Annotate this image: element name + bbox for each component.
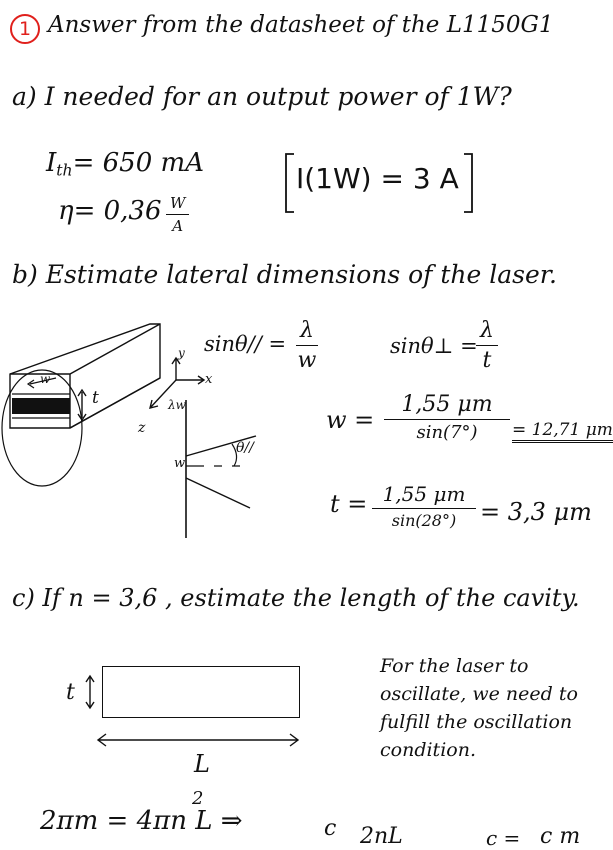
eta-line xyxy=(58,196,162,226)
cavity-rectangle xyxy=(102,666,300,718)
problem-header: Answer from the datasheet of the L1150G1 xyxy=(48,12,554,38)
w-result: = 12,71 μm xyxy=(512,420,613,443)
cavity-label-t: t xyxy=(66,680,75,705)
eq-parallel-lhs: sinθ// = xyxy=(204,332,287,356)
cavity-label-L: L xyxy=(194,750,210,778)
t-top: 1,55 μm xyxy=(382,482,466,506)
bottom-two: 2 xyxy=(192,788,204,809)
problem-number: 1 xyxy=(18,18,32,40)
axis-y-label: y xyxy=(178,346,185,360)
w-frac xyxy=(384,392,510,443)
eq-perp-top: λ xyxy=(480,318,494,343)
eq-perp-bottom: t xyxy=(482,348,492,373)
eq-perp-lhs: sinθ⊥ = xyxy=(390,334,478,358)
ith-label: I xyxy=(46,148,57,178)
diagram-label-lambda: λw xyxy=(168,398,186,412)
eta-unit-top: W xyxy=(170,194,186,212)
note-line-4: condition. xyxy=(380,739,476,761)
part-c-question: c) If n = 3,6 , estimate the length of the cavity. xyxy=(12,584,580,612)
ith-sub: th xyxy=(56,161,73,180)
w-lhs: w = xyxy=(326,406,375,434)
ith-value: = 650 mA xyxy=(72,148,204,178)
bottom-c2: c = xyxy=(486,826,521,850)
bottom-equation: 2πm = 4πn L ⇒ xyxy=(40,806,243,836)
problem-number-circle xyxy=(10,14,40,44)
diagram-label-w: w xyxy=(40,372,51,386)
bottom-c1: c xyxy=(324,816,337,841)
eta-label: η xyxy=(58,196,74,226)
t-frac xyxy=(372,482,476,530)
t-lhs: t = xyxy=(330,490,368,518)
eta-value: = 0,36 xyxy=(73,196,162,226)
note-line-1: For the laser to xyxy=(380,655,529,677)
axis-z-label: z xyxy=(138,420,146,436)
note-line-3: fulfill the oscillation xyxy=(380,711,573,733)
oscillation-note xyxy=(380,652,590,764)
eta-unit xyxy=(166,194,189,235)
t-bottom: sin(28°) xyxy=(391,511,457,530)
w-bottom: sin(7°) xyxy=(416,422,478,443)
eq-perp-frac xyxy=(476,318,498,373)
axis-x-label: x xyxy=(205,372,213,387)
eq-parallel-bottom: w xyxy=(297,348,317,373)
cavity-length-arrow xyxy=(94,730,304,750)
diagram-label-t: t xyxy=(92,388,99,408)
diagram-label-theta: θ// xyxy=(236,440,254,456)
part-a-question: a) I needed for an output power of 1W? xyxy=(12,82,512,111)
t-result: = 3,3 μm xyxy=(480,498,592,526)
note-line-2: oscillate, we need to xyxy=(380,683,578,705)
eq-parallel-top: λ xyxy=(300,318,314,343)
ith-line xyxy=(46,148,204,180)
bottom-frac: 2nL xyxy=(360,824,403,849)
eta-unit-bottom: A xyxy=(172,217,184,235)
bottom-cm: c m xyxy=(540,824,581,849)
part-a-result: I(1W) = 3 A xyxy=(296,162,459,195)
part-b-question: b) Estimate lateral dimensions of the laser. xyxy=(12,260,557,289)
w-top: 1,55 μm xyxy=(401,392,493,417)
cavity-t-arrow xyxy=(80,672,100,712)
diagram-label-w-small: w xyxy=(174,456,186,471)
eq-parallel-frac xyxy=(296,318,318,373)
